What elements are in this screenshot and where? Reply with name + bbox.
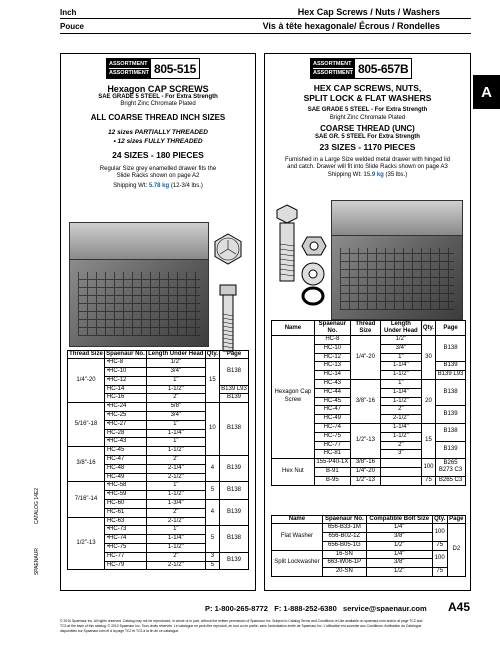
left-parts-table — [67, 350, 249, 570]
table-cell: 75 — [421, 476, 435, 485]
washer-icon — [301, 262, 325, 286]
table-cell: HC-44 — [314, 388, 350, 397]
table-cell: HC-47 — [314, 406, 350, 415]
table-cell: 1-1/2" — [146, 447, 205, 456]
hex-nut-icon — [301, 236, 327, 256]
table-cell: 2" — [146, 508, 205, 517]
desc-line-1: Furnished in a Large Size welded metal drawer with hinged lid — [284, 157, 451, 163]
table-cell: 1/4"-20 — [350, 467, 380, 476]
table-cell: 1/2" — [380, 336, 421, 345]
table-cell: 155-P40-1X — [314, 459, 350, 468]
table-cell: 1/4"-20 — [350, 336, 380, 380]
table-row — [272, 459, 466, 468]
table-cell: HC-77 — [104, 552, 146, 561]
table-cell: 2" — [146, 552, 205, 561]
desc-line-2: and catch. Drawer will fit into Slide Racks shown on page A3 — [287, 164, 448, 170]
ship-kg: 5.78 kg — [148, 183, 170, 189]
table-cell: 5 — [205, 482, 219, 500]
sizes-text: 23 SIZES - 1170 PIECES — [319, 142, 416, 152]
table-cell: 100 — [432, 550, 447, 568]
ship-label: Shipping Wt: — [113, 183, 148, 189]
table-cell: B139 — [220, 455, 249, 481]
table-cell: B139 L93 — [220, 385, 249, 394]
table-cell: 20-SN — [322, 568, 366, 577]
table-cell: 2-1/2" — [380, 415, 421, 424]
table-cell: B138 — [436, 423, 466, 441]
table-cell: HC-8 — [314, 336, 350, 345]
partial-text: 12 sizes PARTIALLY THREADED — [108, 129, 208, 136]
table-cell: 2" — [380, 441, 421, 450]
table-cell: 7/16"-14 — [68, 482, 105, 517]
table-cell: 10 — [205, 403, 219, 456]
side-catalog: CATALOG 14E2 — [34, 488, 40, 525]
table-cell: HC-49 — [104, 473, 146, 482]
table-cell: 1/4" — [366, 550, 432, 559]
table-row — [272, 524, 466, 533]
table-cell: HC-10 — [314, 344, 350, 353]
left-assortment-badge — [106, 58, 200, 79]
table-cell: B138 — [436, 379, 466, 405]
column-header: Thread Size — [350, 321, 380, 336]
table-cell: 1/2" — [146, 359, 205, 368]
table-cell: Split Lockwasher — [272, 550, 323, 576]
table-cell: •HC-75 — [104, 543, 146, 552]
table-cell: Flat Washer — [272, 524, 323, 550]
table-cell: HC-14 — [104, 385, 146, 394]
table-cell: 2" — [380, 406, 421, 415]
badge-label-fr: ASSORTIMENT — [109, 70, 150, 76]
table-cell: 1-1/4" — [380, 388, 421, 397]
table-cell: B139 — [436, 362, 466, 371]
side-brand: SPAENAUR — [34, 548, 40, 576]
table-cell: 1" — [146, 482, 205, 491]
left-assortment-panel — [60, 53, 256, 591]
ship-label: Shipping Wt: — [327, 172, 362, 178]
column-header: Qty. — [434, 516, 446, 523]
column-header: Spaenaur No. — [106, 351, 145, 358]
grade-text: SAE GRADE 5 STEEL - For Extra Strength — [307, 107, 428, 113]
table-cell: •HC-8 — [104, 359, 146, 368]
table-cell: HC-12 — [314, 353, 350, 362]
table-cell: 2-1/2" — [146, 473, 205, 482]
right-parts-table — [271, 320, 466, 486]
table-cell: 1" — [146, 376, 205, 385]
sizes-text: 24 SIZES - 180 PIECES — [112, 150, 204, 160]
table-cell: 1" — [380, 379, 421, 388]
table-cell: 20 — [421, 379, 435, 423]
table-cell: 1-1/2" — [146, 543, 205, 552]
table-row — [272, 550, 466, 559]
table-cell: •HC-27 — [104, 420, 146, 429]
desc-line-2: Slide Racks shown on page A2 — [116, 173, 200, 179]
table-cell — [380, 467, 421, 476]
table-cell: HC-43 — [314, 379, 350, 388]
header-rule — [60, 18, 471, 19]
hex-head-icon — [211, 232, 245, 266]
badge-label-en: ASSORTMENT — [313, 61, 352, 67]
table-cell: 1/2" — [366, 541, 432, 550]
table-cell: 5 — [205, 526, 219, 552]
column-header: Length Under Head — [380, 321, 421, 336]
cap-screw-icon — [275, 204, 299, 284]
table-cell: 4 — [205, 499, 219, 525]
column-header: Name — [272, 516, 323, 524]
table-cell: •HC-24 — [104, 403, 146, 412]
thread-text: COARSE THREAD (UNC) — [320, 124, 415, 133]
table-cell: B-95 — [314, 476, 350, 485]
table-cell: HC-45 — [104, 447, 146, 456]
table-cell: 2" — [146, 394, 205, 403]
table-cell: 656-B05-1G — [322, 541, 366, 550]
product-title-2: SPLIT LOCK & FLAT WASHERS — [303, 93, 432, 103]
table-cell: 100 — [432, 524, 447, 542]
table-cell: 656-B02-1Z — [322, 532, 366, 541]
table-cell: HC-61 — [104, 508, 146, 517]
table-cell: 1-1/2" — [380, 432, 421, 441]
column-header: Qty. — [421, 321, 435, 336]
right-assortment-panel — [264, 53, 471, 591]
product-title-1: HEX CAP SCREWS, NUTS, — [313, 83, 422, 93]
table-cell: D2 — [447, 524, 465, 577]
legal-line-3: disponibles sur Spaenaur.com et à la page TC2 et TC3 à la fin de ce catalogue. — [60, 629, 180, 633]
table-cell: B265 C3 — [436, 476, 466, 485]
table-cell: 100 — [421, 459, 435, 477]
table-cell: HC-74 — [314, 423, 350, 432]
table-cell: 3 — [205, 552, 219, 561]
column-header: Compatible Bolt Size — [366, 516, 432, 524]
footer-phone: P: 1-800-265-8772 — [205, 604, 268, 613]
table-cell: B-91 — [314, 467, 350, 476]
table-cell: HC-81 — [314, 450, 350, 459]
column-header: Page — [436, 321, 466, 336]
assortment-number: 805-657B — [358, 61, 409, 76]
table-cell: 5/16"-18 — [68, 403, 105, 447]
page-number: A45 — [447, 600, 470, 614]
table-row — [68, 359, 249, 368]
table-cell: HC-14 — [314, 371, 350, 380]
table-cell: 2" — [146, 455, 205, 464]
table-cell: B139 — [220, 552, 249, 570]
column-header: Page — [449, 516, 464, 523]
badge-label-en: ASSORTMENT — [109, 61, 148, 67]
table-cell: HC-63 — [104, 517, 146, 526]
table-cell: 2-1/2" — [146, 561, 205, 570]
table-cell: 2-1/4" — [146, 464, 205, 473]
table-cell — [380, 476, 421, 485]
table-cell: 1-1/2" — [146, 385, 205, 394]
table-cell: HC-45 — [314, 397, 350, 406]
table-cell: B138 — [220, 403, 249, 456]
table-cell: 1-1/2" — [380, 371, 421, 380]
table-cell: 75 — [432, 568, 447, 577]
finish-text: Bright Zinc Chromate Plated — [120, 101, 196, 107]
table-cell: HC-79 — [104, 561, 146, 570]
drawer-photo — [331, 200, 463, 320]
column-header: Spaenaur No. — [322, 516, 366, 524]
table-cell: 3/4" — [146, 411, 205, 420]
table-cell: •HC-25 — [104, 411, 146, 420]
table-cell: •HC-58 — [104, 482, 146, 491]
desc-line-1: Regular Size grey enamelled drawer fits the — [99, 166, 217, 172]
table-cell: 3/4" — [146, 367, 205, 376]
table-cell: •HC-74 — [104, 535, 146, 544]
header-inch: Inch — [60, 8, 77, 17]
column-header: Qty. — [206, 351, 218, 358]
table-cell: HC-60 — [104, 499, 146, 508]
table-cell: 1-1/2" — [146, 491, 205, 500]
table-row — [68, 482, 249, 491]
table-cell: 3/8"-16 — [350, 459, 380, 468]
badge-label-fr: ASSORTIMENT — [313, 70, 354, 76]
table-cell: 16-SN — [322, 550, 366, 559]
table-cell: 1/2"-13 — [350, 423, 380, 458]
table-cell: HC-49 — [314, 415, 350, 424]
legal-line-2: TC3 at the back of this catalog. © 2010 Spaenaur Inc. Tous droits réservés. Le catalogue ne peut être reproduit, en tout ou en partie, sans l'autorisation écrite de Spaenaur Inc. L'utilisation est soumise aux Conditions d'utilisation du Catalogue — [60, 624, 422, 628]
table-cell: B138 — [220, 526, 249, 552]
table-cell: 1-1/4" — [380, 423, 421, 432]
header-title: Hex Cap Screws / Nuts / Washers — [297, 7, 440, 17]
product-title: Hexagon CAP SCREWS — [107, 84, 209, 94]
assortment-number: 805-515 — [154, 61, 196, 76]
table-cell: B139 L93 — [436, 371, 466, 380]
table-cell: 4 — [205, 455, 219, 481]
shipping-weight — [61, 183, 255, 190]
header-rule-2 — [60, 33, 471, 34]
table-cell: 1-1/4" — [380, 362, 421, 371]
table-cell: HC-48 — [104, 464, 146, 473]
drawer-photo — [69, 222, 209, 347]
table-cell: 1" — [146, 438, 205, 447]
footer-fax: F: 1-888-252-6380 — [274, 604, 337, 613]
footer-contact — [205, 604, 427, 613]
table-cell: 1/2" — [366, 568, 432, 577]
table-cell: Hex Nut — [272, 459, 315, 485]
table-cell: 1" — [380, 353, 421, 362]
table-cell: 3/4" — [380, 344, 421, 353]
table-cell: 1/4"-20 — [68, 359, 105, 403]
ship-kg: 15.9 kg — [363, 172, 384, 178]
lockwasher-icon — [301, 286, 325, 306]
table-cell: •HC-73 — [104, 526, 146, 535]
table-cell: •HC-10 — [104, 367, 146, 376]
legal-line-1: © 2010 Spaenaur Inc. All rights reserved. Catalog may not be reproduced, in whole or in part, without the written permission of Spaenaur Inc. Subject to Catalog Terms and Conditions of Use available on spaenaur.com and/or at page TC2 and — [60, 619, 423, 623]
table-cell: HC-75 — [314, 432, 350, 441]
table-cell: 75 — [432, 541, 447, 550]
cap-screw-icon — [219, 284, 237, 354]
table-cell: 5/8" — [146, 403, 205, 412]
table-cell: 1-1/2" — [380, 397, 421, 406]
table-cell: B138 — [220, 359, 249, 385]
table-cell: 15 — [421, 423, 435, 458]
table-cell: HC-13 — [314, 362, 350, 371]
header-pouce: Pouce — [60, 22, 85, 31]
table-cell: •HC-43 — [104, 438, 146, 447]
table-cell: B139 — [436, 406, 466, 424]
table-cell: 1-1/4" — [146, 535, 205, 544]
table-cell: HC-16 — [104, 394, 146, 403]
table-cell: 2-1/2" — [146, 517, 205, 526]
thread-text: ALL COARSE THREAD INCH SIZES — [90, 113, 226, 122]
column-header: Name — [272, 321, 315, 336]
table-row — [272, 336, 466, 345]
table-cell: 663-W06-1P — [322, 559, 366, 568]
table-cell: 656-B33-1M — [322, 524, 366, 533]
table-cell: 1/4" — [366, 524, 432, 533]
table-cell: 1" — [146, 526, 205, 535]
table-cell: •HC-59 — [104, 491, 146, 500]
table-cell: B139 — [220, 499, 249, 525]
table-cell: B138 — [436, 336, 466, 362]
table-cell: B139 — [220, 394, 249, 403]
table-cell: 5 — [205, 561, 219, 570]
right-assortment-badge — [310, 58, 412, 79]
table-row — [68, 403, 249, 412]
table-cell: 1/2"-13 — [68, 517, 105, 570]
table-cell: B138 — [220, 482, 249, 500]
table-cell: 3/8"-16 — [350, 379, 380, 423]
finish-text: Bright Zinc Chromate Plated — [329, 115, 406, 121]
table-cell: 3/8" — [366, 559, 432, 568]
table-cell: Hexagon Cap Screw — [272, 336, 315, 459]
table-cell: 3/8"-16 — [68, 447, 105, 482]
column-header: Spaenaur No. — [314, 321, 350, 336]
table-cell: HC-47 — [104, 455, 146, 464]
ship-lbs: (12-3/4 lbs.) — [170, 183, 203, 189]
grade-fr-text: SAE GR. 5 STEEL For Extra Strength — [315, 134, 420, 140]
grade-text: SAE GRADE 5 STEEL - For Extra Strength — [98, 94, 218, 100]
table-cell: HC-77 — [314, 441, 350, 450]
table-cell: 15 — [205, 359, 219, 403]
table-cell: 3" — [380, 450, 421, 459]
table-cell: HC-28 — [104, 429, 146, 438]
full-text: • 12 sizes FULLY THREADED — [113, 138, 203, 145]
table-cell: 3/8" — [366, 532, 432, 541]
table-cell: •HC-12 — [104, 376, 146, 385]
table-cell: 1" — [146, 420, 205, 429]
column-header: Page — [220, 351, 249, 359]
footer-email[interactable]: service@spaenaur.com — [343, 604, 427, 613]
table-cell — [380, 459, 421, 468]
shipping-weight — [265, 172, 470, 179]
column-header: Length Under Head — [148, 351, 204, 358]
table-cell: 1-3/4" — [146, 499, 205, 508]
table-cell: B139 — [436, 441, 466, 459]
table-cell: 30 — [421, 336, 435, 380]
section-tab: A — [473, 75, 500, 109]
table-cell: B265 B273 C3 — [436, 459, 466, 477]
ship-lbs: (35 lbs.) — [385, 172, 408, 178]
table-cell: 1/2"-13 — [350, 476, 380, 485]
column-header: Thread Size — [69, 351, 103, 358]
washer-table — [271, 515, 466, 577]
header-title-fr: Vis à tête hexagonale/ Écrous / Rondelles — [262, 21, 440, 31]
table-cell: 1-1/4" — [146, 429, 205, 438]
